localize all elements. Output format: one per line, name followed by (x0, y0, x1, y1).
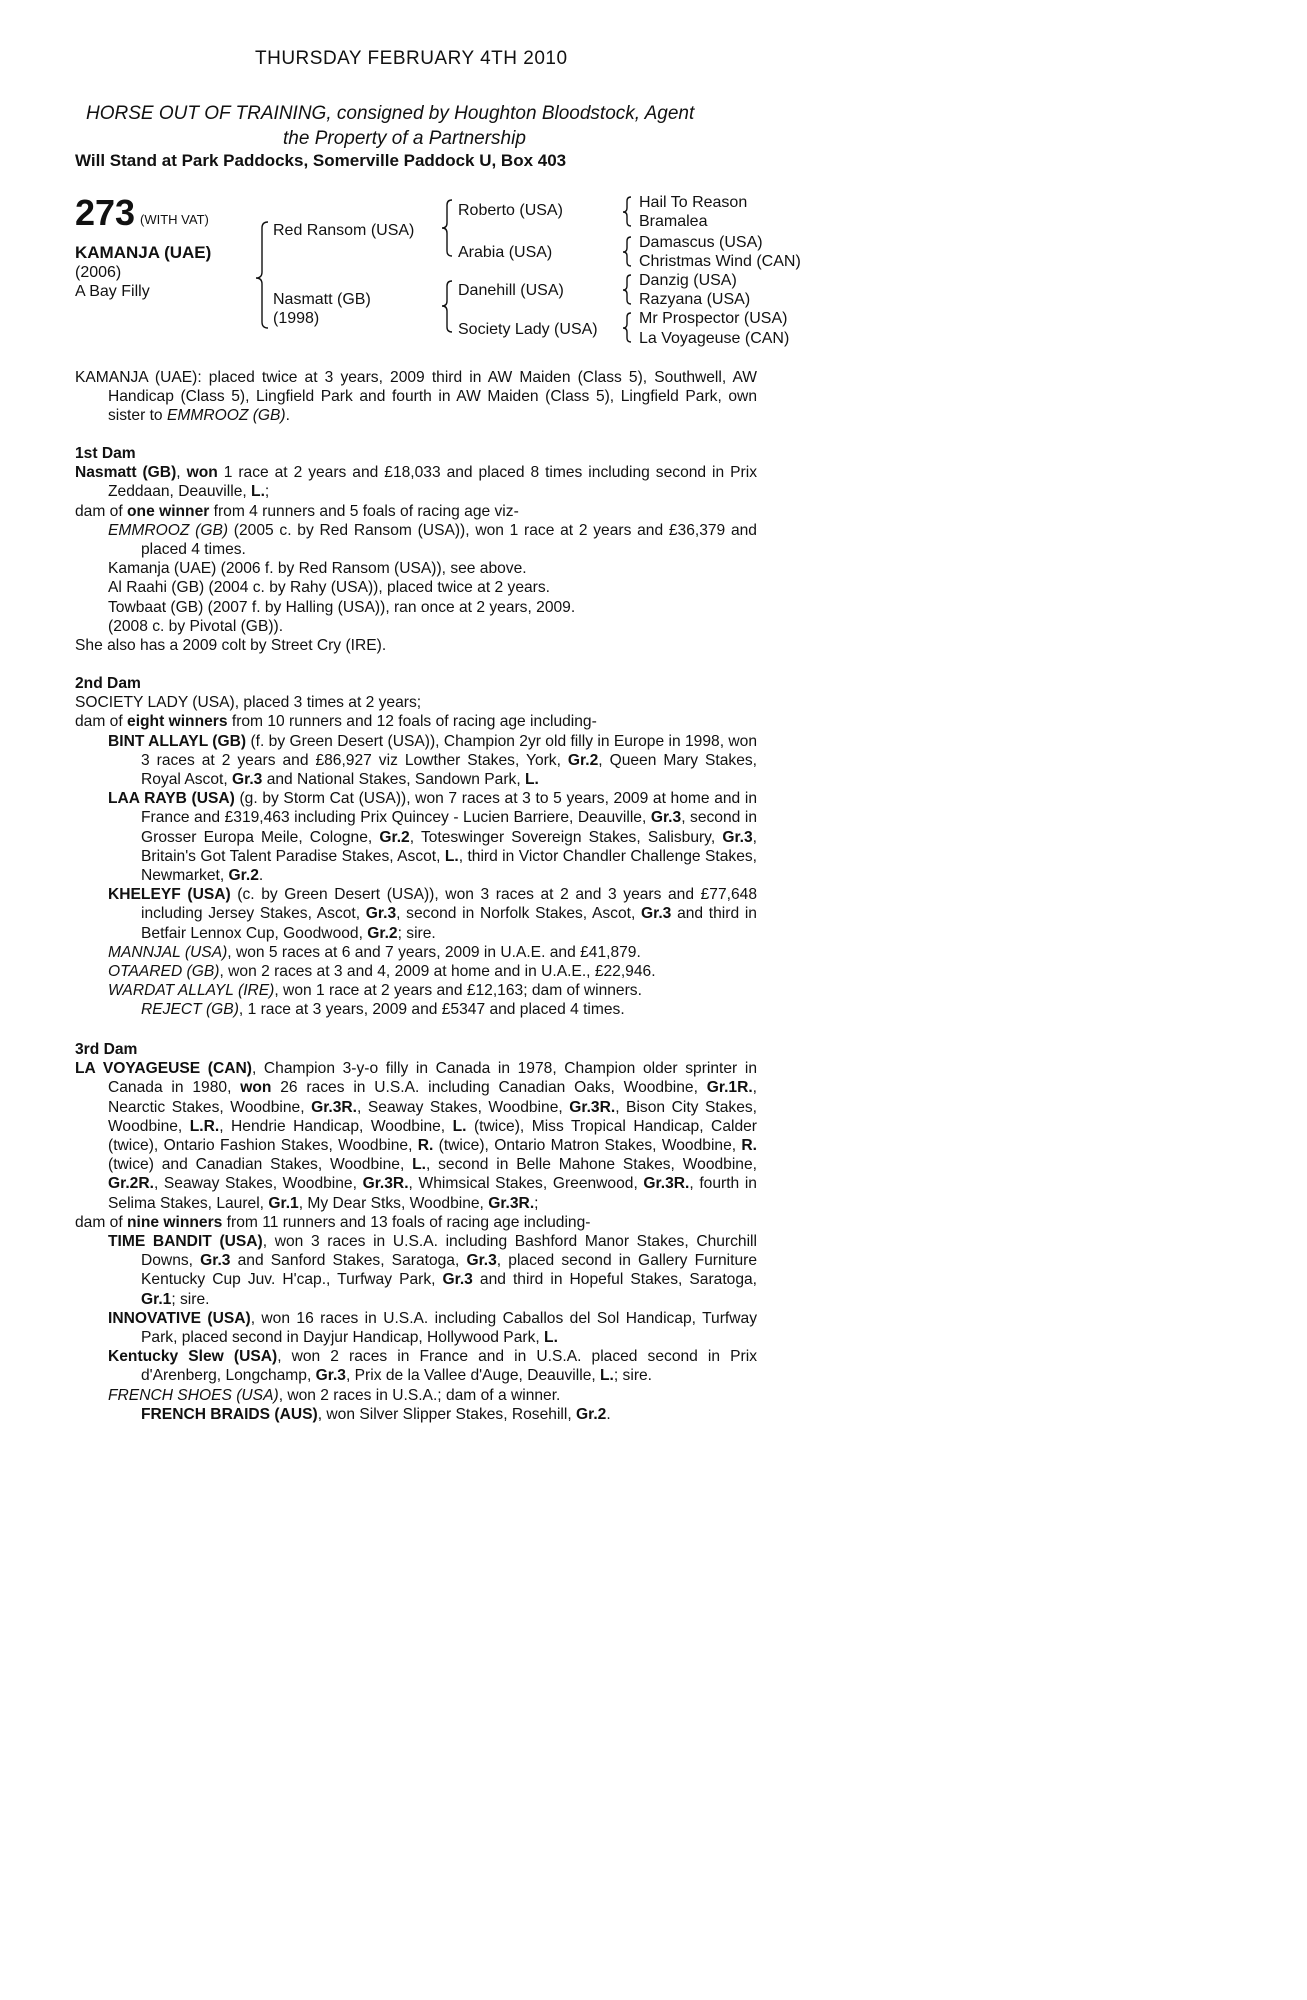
brace-ds (623, 275, 631, 304)
horse-year: (2006) (75, 264, 122, 281)
third-dam-heading: 3rd Dam (75, 1041, 138, 1058)
first-dam-heading: 1st Dam (75, 445, 136, 462)
pedigree-sire: Red Ransom (USA) (273, 222, 415, 239)
lot-number: 273 (75, 192, 136, 233)
brace-ss (623, 197, 631, 226)
horse-summary: KAMANJA (UAE): placed twice at 3 years, 2009 third in AW Maiden (Class 5), Southwell, AW Handicap (Class 5), Lingfield Park and fourth in AW Maiden (Class 5), Lingfield Park, own sister to EMMROOZ (GB). (75, 369, 757, 425)
pedigree-dam-year: (1998) (273, 310, 320, 327)
third-dam-section: 3rd Dam LA VOYAGEUSE (CAN), Champion 3-y-o filly in Canada in 1978, Champion older sprinter in Canada in 1980, won 26 races in U.S.A. including Canadian Oaks, Woodbine, Gr.1R., Nearctic Stakes, Woodbine, Gr.3R., Seaway Stakes, Woodbine, Gr.3R., Bison City Stakes, Woodbine, L.R., Hendrie Handicap, Woodbine, L. (twice), Miss Tropical Handicap, Calder (twice), Ontario Fashion Stakes, Woodbine, R. (twice), Ontario Matron Stakes, Woodbine, R. (twice) and Canadian Stakes, Woodbine, L., second in Belle Mahone Stakes, Woodbine, Gr.2R., Seaway Stakes, Woodbine, Gr.3R., Whimsical Stakes, Greenwood, Gr.3R., fourth in Selima Stakes, Laurel, Gr.1, My Dear Stks, Woodbine, Gr.3R.; dam of nine winners from 11 runners and 13 foals of racing age including- TIME BANDIT (USA), won 3 races in U.S.A. including Bashford Manor Stakes, Churchill Downs, Gr.3 and Sanford Stakes, Saratoga, Gr.3, placed second in Gallery Furniture Kentucky Cup Juv. H'cap., Turfway Park, Gr.3 and third in Hopeful Stakes, Saratoga, Gr.1; sire. INNOVATIVE (USA), won 16 races in U.S.A. including Caballos del Sol Handicap, Turfway Park, placed second in Dayjur Handicap, Hollywood Park, L. Kentucky Slew (USA), won 2 races in France and in U.S.A. placed second in Prix d'Arenberg, Longchamp, Gr.3, Prix de la Vallee d'Auge, Deauville, L.; sire. FRENCH SHOES (USA), won 2 races in U.S.A.; dam of a winner. FRENCH BRAIDS (AUS), won Silver Slipper Stakes, Rosehill, Gr.2. (75, 1041, 758, 1423)
sibling-name: EMMROOZ (GB) (166, 407, 286, 425)
pedigree-dss: Danzig (USA) (639, 272, 737, 289)
horse-sex: A Bay Filly (75, 283, 150, 300)
pedigree-ssd: Bramalea (639, 213, 708, 230)
second-dam-section: 2nd Dam SOCIETY LADY (USA), placed 3 times at 2 years; dam of eight winners from 10 runners and 12 foals of racing age including- BINT ALLAYL (GB) (f. by Green Desert (USA)), Champion 2yr old filly in Europe in 1998, won 3 races at 2 years and £86,927 viz Lowther Stakes, York, Gr.2, Queen Mary Stakes, Royal Ascot, Gr.3 and National Stakes, Sandown Park, L. LAA RAYB (USA) (g. by Storm Cat (USA)), won 7 races at 3 to 5 years, 2009 at home and in France and £319,463 including Prix Quincey - Lucien Barriere, Deauville, Gr.3, second in Grosser Europa Meile, Cologne, Gr.2, Toteswinger Sovereign Stakes, Salisbury, Gr.3, Britain's Got Talent Paradise Stakes, Ascot, L., third in Victor Chandler Challenge Stakes, Newmarket, Gr.2. KHELEYF (USA) (c. by Green Desert (USA)), won 3 races at 2 and 3 years and £77,648 including Jersey Stakes, Ascot, Gr.3, second in Norfolk Stakes, Ascot, Gr.3 and third in Betfair Lennox Cup, Goodwood, Gr.2; sire. MANNJAL (USA), won 5 races at 6 and 7 years, 2009 in U.A.E. and £41,879. OTAARED (GB), won 2 races at 3 and 4, 2009 at home and in U.A.E., £22,946. WARDAT ALLAYL (IRE), won 1 race at 2 years and £12,163; dam of winners. REJECT (GB), 1 race at 3 years, 2009 and £5347 and placed 4 times. (75, 675, 758, 1019)
stand-location: Will Stand at Park Paddocks, Somerville Paddock U, Box 403 (75, 151, 567, 170)
horse-name: KAMANJA (UAE) (75, 243, 212, 262)
pedigree-dsd: Razyana (USA) (639, 291, 751, 308)
pedigree-sss: Hail To Reason (639, 194, 748, 211)
brace-dam (442, 281, 452, 332)
pedigree-ddd: La Voyageuse (CAN) (639, 330, 790, 347)
brace-sd (623, 237, 631, 266)
pedigree-sds: Damascus (USA) (639, 234, 763, 251)
pedigree-ss: Roberto (USA) (458, 202, 563, 219)
property-line: the Property of a Partnership (283, 128, 526, 149)
pedigree-ds: Danehill (USA) (458, 282, 564, 299)
brace-dd (623, 313, 631, 342)
consignor-line: HORSE OUT OF TRAINING, consigned by Houghton Bloodstock, Agent (86, 103, 695, 124)
second-dam-heading: 2nd Dam (75, 675, 141, 692)
pedigree-dd: Society Lady (USA) (458, 321, 598, 338)
brace-gen1 (256, 222, 268, 328)
first-dam-section: 1st Dam Nasmatt (GB), won 1 race at 2 years and £18,033 and placed 8 times including second in Prix Zeddaan, Deauville, L.; dam of one winner from 4 runners and 5 foals of racing age viz- EMMROOZ (GB) (2005 c. by Red Ransom (USA)), won 1 race at 2 years and £36,379 and placed 4 times. Kamanja (UAE) (2006 f. by Red Ransom (USA)), see above. Al Raahi (GB) (2004 c. by Rahy (USA)), placed twice at 2 years. Towbaat (GB) (2007 f. by Halling (USA)), ran once at 2 years, 2009. (2008 c. by Pivotal (GB)). She also has a 2009 colt by Street Cry (IRE). (75, 445, 757, 655)
pedigree-sdd: Christmas Wind (CAN) (639, 253, 801, 270)
pedigree-sd: Arabia (USA) (458, 244, 553, 261)
sale-date: THURSDAY FEBRUARY 4TH 2010 (255, 48, 568, 69)
pedigree-dam: Nasmatt (GB) (273, 291, 371, 308)
brace-sire (442, 200, 452, 256)
vat-note: (WITH VAT) (140, 212, 209, 227)
pedigree-dds: Mr Prospector (USA) (639, 310, 788, 327)
